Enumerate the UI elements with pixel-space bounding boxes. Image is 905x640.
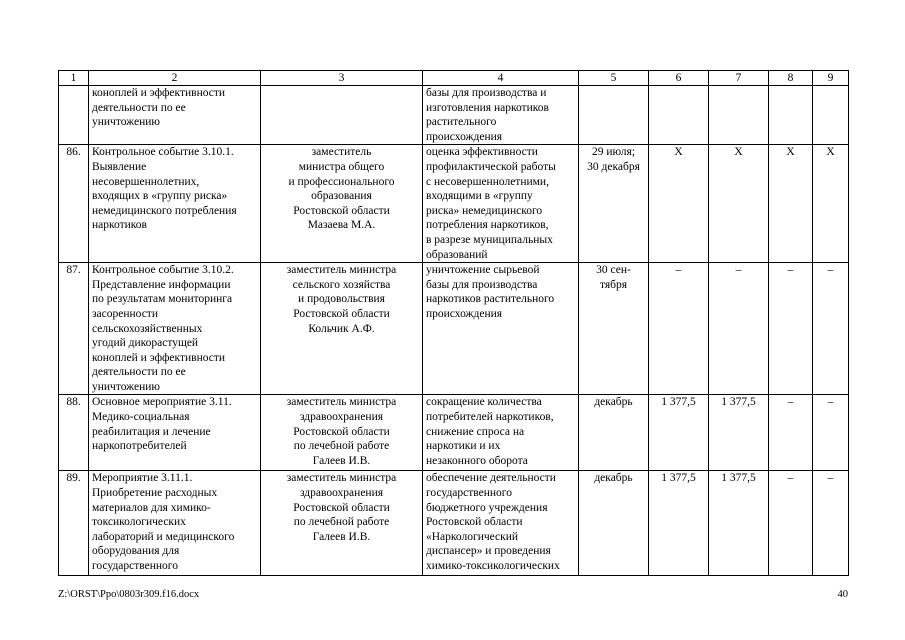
amount-col7: 1 377,5 [709, 471, 769, 576]
amount-col8: – [769, 395, 813, 471]
column-header: 5 [579, 71, 649, 86]
table-row [59, 86, 849, 145]
amount-col6 [649, 86, 709, 145]
column-header: 7 [709, 71, 769, 86]
expected-result: базы для производства и изготовления наркотиков растительного происхождения [423, 86, 579, 145]
expected-result: обеспечение деятельности государственного бюджетного учреждения Ростовской области «Наркологический диспансер» и проведения химико-токсикологических [423, 471, 579, 576]
responsible [261, 86, 423, 145]
amount-col8: – [769, 263, 813, 395]
amount-col8: Х [769, 145, 813, 263]
row-number: 88. [59, 395, 89, 471]
amount-col6: – [649, 263, 709, 395]
table-row [59, 395, 849, 471]
column-header: 9 [813, 71, 849, 86]
row-number: 86. [59, 145, 89, 263]
amount-col9 [813, 86, 849, 145]
amount-col6: 1 377,5 [649, 471, 709, 576]
program-table [58, 70, 849, 576]
column-header: 6 [649, 71, 709, 86]
deadline: декабрь [579, 395, 649, 471]
event-name: Мероприятие 3.11.1. Приобретение расходных материалов для химико- токсикологических лабораторий и медицинского оборудования для государственного [89, 471, 261, 576]
row-number: 87. [59, 263, 89, 395]
amount-col8: – [769, 471, 813, 576]
amount-col9: – [813, 395, 849, 471]
page-number: 40 [837, 589, 848, 600]
column-header: 2 [89, 71, 261, 86]
event-name: Основное мероприятие 3.11. Медико-социальная реабилитация и лечение наркопотребителей [89, 395, 261, 471]
amount-col9: – [813, 263, 849, 395]
amount-col9: Х [813, 145, 849, 263]
column-header: 1 [59, 71, 89, 86]
column-header: 4 [423, 71, 579, 86]
expected-result: оценка эффективности профилактической работы с несовершеннолетними, входящими в «группу риска» немедицинского потребления наркотиков, в разрезе муниципальных образований [423, 145, 579, 263]
row-number [59, 86, 89, 145]
deadline: 29 июля; 30 декабря [579, 145, 649, 263]
deadline: 30 сен- тября [579, 263, 649, 395]
event-name: коноплей и эффективности деятельности по ее уничтожению [89, 86, 261, 145]
responsible: заместитель министра здравоохранения Ростовской области по лечебной работе Галеев И.В. [261, 395, 423, 471]
amount-col7: Х [709, 145, 769, 263]
column-number-row [59, 71, 849, 86]
table-row [59, 263, 849, 395]
table-row [59, 471, 849, 576]
event-name: Контрольное событие 3.10.2. Представление информации по результатам мониторинга засоренности сельскохозяйственных угодий дикорастущей коноплей и эффективности деятельности по ее уничтожению [89, 263, 261, 395]
amount-col6: Х [649, 145, 709, 263]
amount-col7: 1 377,5 [709, 395, 769, 471]
column-header: 8 [769, 71, 813, 86]
responsible: заместитель министра сельского хозяйства и продовольствия Ростовской области Кольчик А.Ф. [261, 263, 423, 395]
amount-col7 [709, 86, 769, 145]
expected-result: уничтожение сырьевой базы для производства наркотиков растительного происхождения [423, 263, 579, 395]
amount-col7: – [709, 263, 769, 395]
table-row [59, 145, 849, 263]
responsible: заместитель министра здравоохранения Ростовской области по лечебной работе Галеев И.В. [261, 471, 423, 576]
amount-col6: 1 377,5 [649, 395, 709, 471]
responsible: заместитель министра общего и профессионального образования Ростовской области Мазаева М.А. [261, 145, 423, 263]
expected-result: сокращение количества потребителей наркотиков, снижение спроса на наркотики и их незаконного оборота [423, 395, 579, 471]
amount-col8 [769, 86, 813, 145]
deadline [579, 86, 649, 145]
column-header: 3 [261, 71, 423, 86]
row-number: 89. [59, 471, 89, 576]
file-path: Z:\ORST\Ppo\0803r309.f16.docx [58, 589, 200, 600]
deadline: декабрь [579, 471, 649, 576]
event-name: Контрольное событие 3.10.1. Выявление несовершеннолетних, входящих в «группу риска» немедицинского потребления наркотиков [89, 145, 261, 263]
amount-col9: – [813, 471, 849, 576]
